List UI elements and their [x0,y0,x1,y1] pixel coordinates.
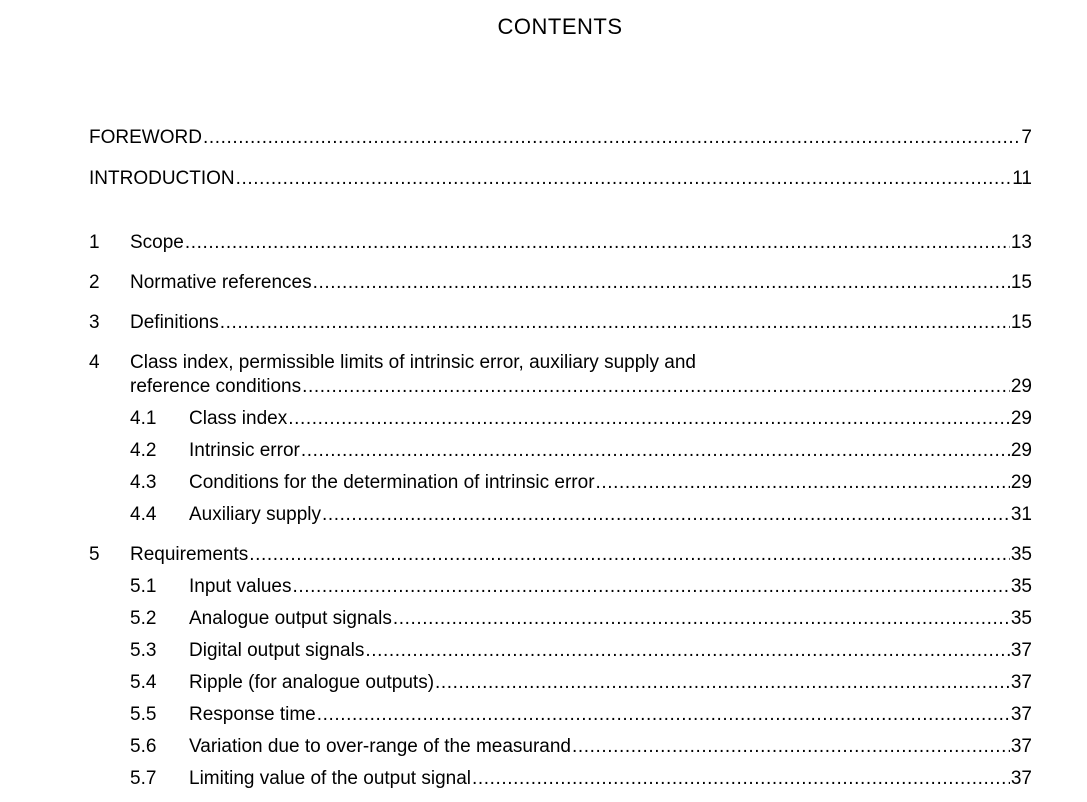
toc-entry-label: FOREWORD [89,127,202,148]
toc-entry-number: 5.6 [130,736,157,757]
toc-entry-page: 37 [1010,640,1032,661]
toc-entry-number: 4.3 [130,472,157,493]
toc-entry-4-1[interactable] [130,405,1032,433]
toc-entry-section-4[interactable] [130,373,1032,401]
toc-entry-label: Digital output signals [189,640,365,661]
toc-entry-number: 4.2 [130,440,157,461]
toc-entry-5-2[interactable] [130,605,1032,633]
dot-leader [313,269,1010,297]
toc-entry-label: Ripple (for analogue outputs) [189,672,435,693]
toc-entry-label: Input values [189,576,292,597]
toc-entry-5-7[interactable] [130,765,1032,793]
toc-entry-section-1[interactable] [89,229,1032,257]
toc-entry-page: 35 [1010,544,1032,565]
toc-entry-page: 13 [1010,232,1032,253]
toc-entry-page: 37 [1010,736,1032,757]
toc-entry-5-4[interactable] [130,669,1032,697]
dot-leader [322,501,1010,529]
dot-leader [302,373,1010,401]
toc-entry-label: Definitions [130,312,219,333]
toc-entry-label: Response time [189,704,316,725]
dot-leader [472,765,1010,793]
dot-leader [236,165,1012,193]
toc-entry-label-line1: Class index, permissible limits of intrinsic error, auxiliary supply and [130,352,696,373]
toc-entry-5-1[interactable] [130,573,1032,601]
dot-leader [572,733,1010,761]
dot-leader [292,573,1009,601]
toc-entry-section-2[interactable] [89,269,1032,297]
dot-leader [185,229,1010,257]
toc-entry-label: Intrinsic error [189,440,300,461]
toc-entry-4-3[interactable] [130,469,1032,497]
toc-entry-label: Scope [130,232,184,253]
toc-entry-5-3[interactable] [130,637,1032,665]
toc-entry-label: Normative references [130,272,312,293]
toc-entry-foreword[interactable] [89,124,1032,152]
toc-entry-4-4[interactable] [130,501,1032,529]
toc-entry-number: 3 [89,312,100,333]
toc-entry-page: 15 [1010,312,1032,333]
toc-entry-number: 4.1 [130,408,157,429]
toc-entry-label: Conditions for the determination of intrinsic error [189,472,595,493]
toc-entry-number: 5 [89,544,100,565]
toc-entry-page: 35 [1010,608,1032,629]
toc-entry-page: 29 [1010,376,1032,397]
toc-entry-page: 31 [1010,504,1032,525]
dot-leader [203,124,1020,152]
toc-entry-label: reference conditions [130,376,302,397]
toc-entry-number: 5.1 [130,576,157,597]
dot-leader [288,405,1010,433]
dot-leader [365,637,1010,665]
toc-entry-page: 37 [1010,768,1032,789]
toc-entry-section-5[interactable] [89,541,1032,569]
toc-entry-number: 5.3 [130,640,157,661]
toc-entry-number: 5.5 [130,704,157,725]
dot-leader [393,605,1010,633]
toc-entry-page: 7 [1021,127,1032,148]
toc-entry-page: 29 [1010,440,1032,461]
dot-leader [249,541,1010,569]
toc-entry-number: 5.7 [130,768,157,789]
toc-entry-page: 29 [1010,408,1032,429]
toc-entry-label: Analogue output signals [189,608,392,629]
toc-entry-page: 37 [1010,704,1032,725]
dot-leader [220,309,1010,337]
toc-entry-label: Class index [189,408,288,429]
dot-leader [435,669,1010,697]
toc-entry-number: 5.4 [130,672,157,693]
toc-entry-4-2[interactable] [130,437,1032,465]
toc-entry-page: 29 [1010,472,1032,493]
dot-leader [301,437,1010,465]
toc-entry-page: 35 [1010,576,1032,597]
toc-entry-label: Requirements [130,544,249,565]
toc-entry-label: Variation due to over-range of the measurand [189,736,571,757]
page-title: CONTENTS [497,14,623,39]
toc-entry-label: Limiting value of the output signal [189,768,472,789]
toc-entry-number: 5.2 [130,608,157,629]
dot-leader [596,469,1010,497]
toc-entry-label: Auxiliary supply [189,504,321,525]
toc-entry-introduction[interactable] [89,165,1032,193]
toc-entry-number: 4.4 [130,504,157,525]
toc-entry-page: 11 [1012,168,1032,189]
toc-entry-number: 4 [89,352,100,373]
toc-entry-page: 15 [1010,272,1032,293]
toc-entry-number: 1 [89,232,100,253]
dot-leader [317,701,1010,729]
toc-entry-number: 2 [89,272,100,293]
toc-entry-page: 37 [1010,672,1032,693]
toc-entry-label: INTRODUCTION [89,168,235,189]
toc-entry-5-6[interactable] [130,733,1032,761]
toc-entry-5-5[interactable] [130,701,1032,729]
toc-entry-section-3[interactable] [89,309,1032,337]
